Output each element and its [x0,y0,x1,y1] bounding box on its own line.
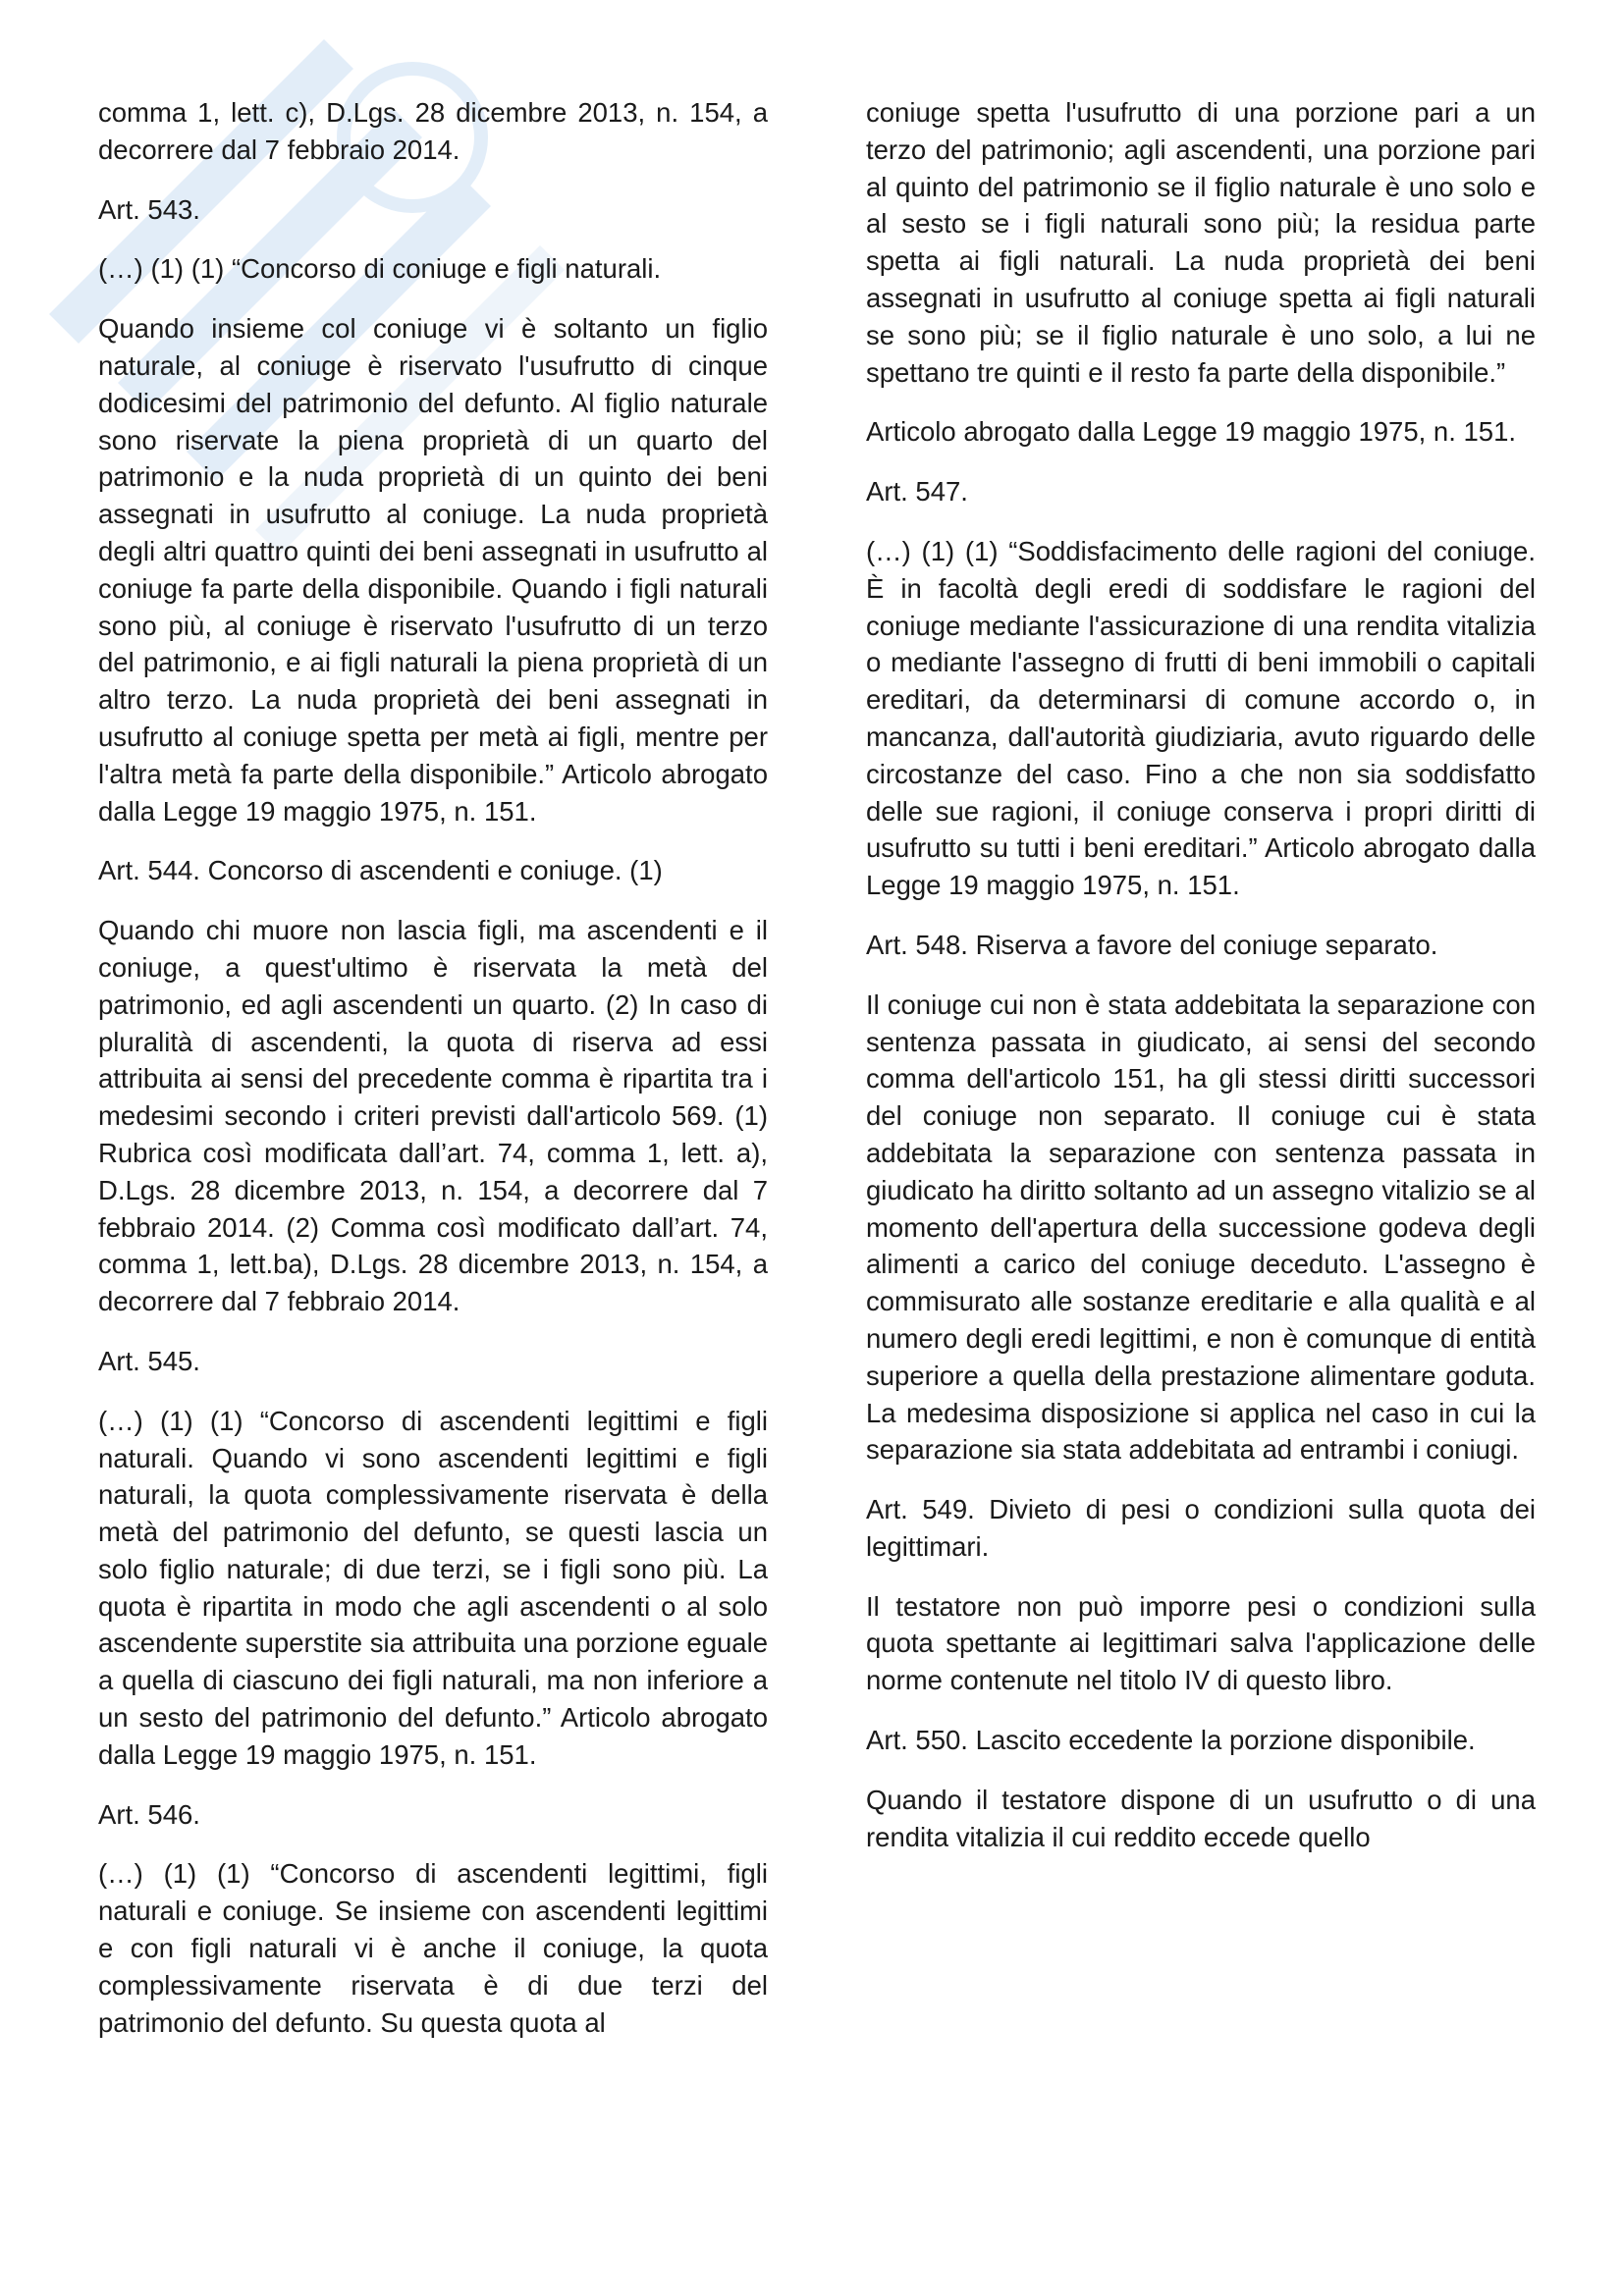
right-column [866,94,1536,1878]
paragraph: Articolo abrogato dalla Legge 19 maggio 1975, n. 151. [866,416,1517,448]
left-column [98,94,768,2063]
article-heading: Art. 546. [98,1798,200,1830]
paragraph: (…) (1) (1) “Soddisfacimento delle ragioni del coniuge. È in facoltà degli eredi di soddisfare le ragioni del coniuge mediante l'assicurazione di una rendita vitalizia o mediante l'assegno di frutti di beni immobili o capitali ereditari, da determinarsi di comune accordo o, in mancanza, dall'autorità giudiziaria, avuto riguardo delle circostanze del caso. Fino a che non sia soddisfatto delle sue ragioni, il coniuge conserva i propri diritti di usufrutto su tutti i beni ereditari.” Articolo abrogato dalla Legge 19 maggio 1975, n. 151. [866,535,1536,901]
paragraph: Il coniuge cui non è stata addebitata la separazione con sentenza passata in giudicato, ai sensi del secondo comma dell'articolo 151, ha gli stessi diritti successori del coniuge non separato. Il coniuge cui è stata addebitata la separazione con sentenza passata in giudicato ha diritto soltanto ad un assegno vitalizio se al momento dell'apertura della successione godeva degli alimenti a carico del coniuge deceduto. L'assegno è commisurato alle sostanze ereditarie e alla qualità e al numero degli eredi legittimi, e non è comunque di entità superiore a quella della prestazione alimentare goduta. La medesima disposizione si applica nel caso in cui la separazione sia stata addebitata ad entrambi i coniugi. [866,988,1536,1466]
paragraph: (…) (1) (1) “Concorso di coniuge e figli naturali. [98,253,662,285]
paragraph: Il testatore non può imporre pesi o condizioni sulla quota spettante ai legittimari salva l'applicazione delle norme contenute nel titolo IV di questo libro. [866,1590,1536,1696]
paragraph: (…) (1) (1) “Concorso di ascendenti legittimi, figli naturali e coniuge. Se insieme con ascendenti legittimi e con figli naturali vi è anche il coniuge, la quota complessivamente riservata è di due terzi del patrimonio del defunto. Su questa quota al [98,1858,768,2038]
paragraph: Quando chi muore non lascia figli, ma ascendenti e il coniuge, a quest'ultimo è riservata la metà del patrimonio, ed agli ascendenti un quarto. (2) In caso di pluralità di ascendenti, la quota di riserva ad essi attribuita ai sensi del precedente comma è ripartita tra i medesimi secondo i criteri previsti dall'articolo 569. (1) Rubrica così modificata dall’art. 74, comma 1, lett. a), D.Lgs. 28 dicembre 2013, n. 154, a decorrere dal 7 febbraio 2014. (2) Comma così modificato dall’art. 74, comma 1, lett.ba), D.Lgs. 28 dicembre 2013, n. 154, a decorrere dal 7 febbraio 2014. [98,915,768,1317]
article-heading: Art. 548. Riserva a favore del coniuge separato. [866,929,1438,960]
paragraph: (…) (1) (1) “Concorso di ascendenti legittimi e figli naturali. Quando vi sono ascendenti legittimi e figli naturali, la quota complessivamente riservata è della metà del patrimonio del defunto, se questi lascia un solo figlio naturale; di due terzi, se i figli sono più. La quota è ripartita in modo che agli ascendenti o al solo ascendente superstite sia attribuita una porzione eguale a quella di ciascuno dei figli naturali, ma non inferiore a un sesto del patrimonio del defunto.” Articolo abrogato dalla Legge 19 maggio 1975, n. 151. [98,1405,768,1770]
article-heading: Art. 545. [98,1345,200,1376]
article-heading: Art. 550. Lascito eccedente la porzione disponibile. [866,1725,1476,1756]
article-heading: Art. 549. Divieto di pesi o condizioni sulla quota dei legittimari. [866,1494,1536,1562]
paragraph: Quando il testatore dispone di un usufrutto o di una rendita vitalizia il cui reddito eccede quello [866,1784,1536,1852]
article-heading: Art. 544. Concorso di ascendenti e coniuge. (1) [98,855,663,886]
paragraph: coniuge spetta l'usufrutto di una porzione pari a un terzo del patrimonio; agli ascendenti, una porzione pari al quinto del patrimonio se il figlio naturale è uno solo e al sesto se i figli naturali sono più; la residua parte spetta ai figli naturali. La nuda proprietà dei beni assegnati in usufrutto al coniuge spetta ai figli naturali se sono più; se il figlio naturale è uno solo, a lui ne spettano tre quinti e il resto fa parte della disponibile.” [866,97,1536,388]
article-heading: Art. 543. [98,193,200,225]
paragraph: Quando insieme col coniuge vi è soltanto un figlio naturale, al coniuge è riservato l'usufrutto di cinque dodicesimi del patrimonio del defunto. Al figlio naturale sono riservate la piena proprietà di un quarto del patrimonio e la nuda proprietà di un quinto dei beni assegnati in usufrutto al coniuge. La nuda proprietà degli altri quattro quinti dei beni assegnati in usufrutto al coniuge fa parte della disponibile. Quando i figli naturali sono più, al coniuge è riservato l'usufrutto di un terzo del patrimonio, e ai figli naturali la piena proprietà di un altro terzo. La nuda proprietà dei beni assegnati in usufrutto al coniuge spetta per metà ai figli, mentre per l'altra metà fa parte della disponibile.” Articolo abrogato dalla Legge 19 maggio 1975, n. 151. [98,313,768,827]
paragraph: comma 1, lett. c), D.Lgs. 28 dicembre 2013, n. 154, a decorrere dal 7 febbraio 2014. [98,97,768,165]
article-heading: Art. 547. [866,476,968,507]
